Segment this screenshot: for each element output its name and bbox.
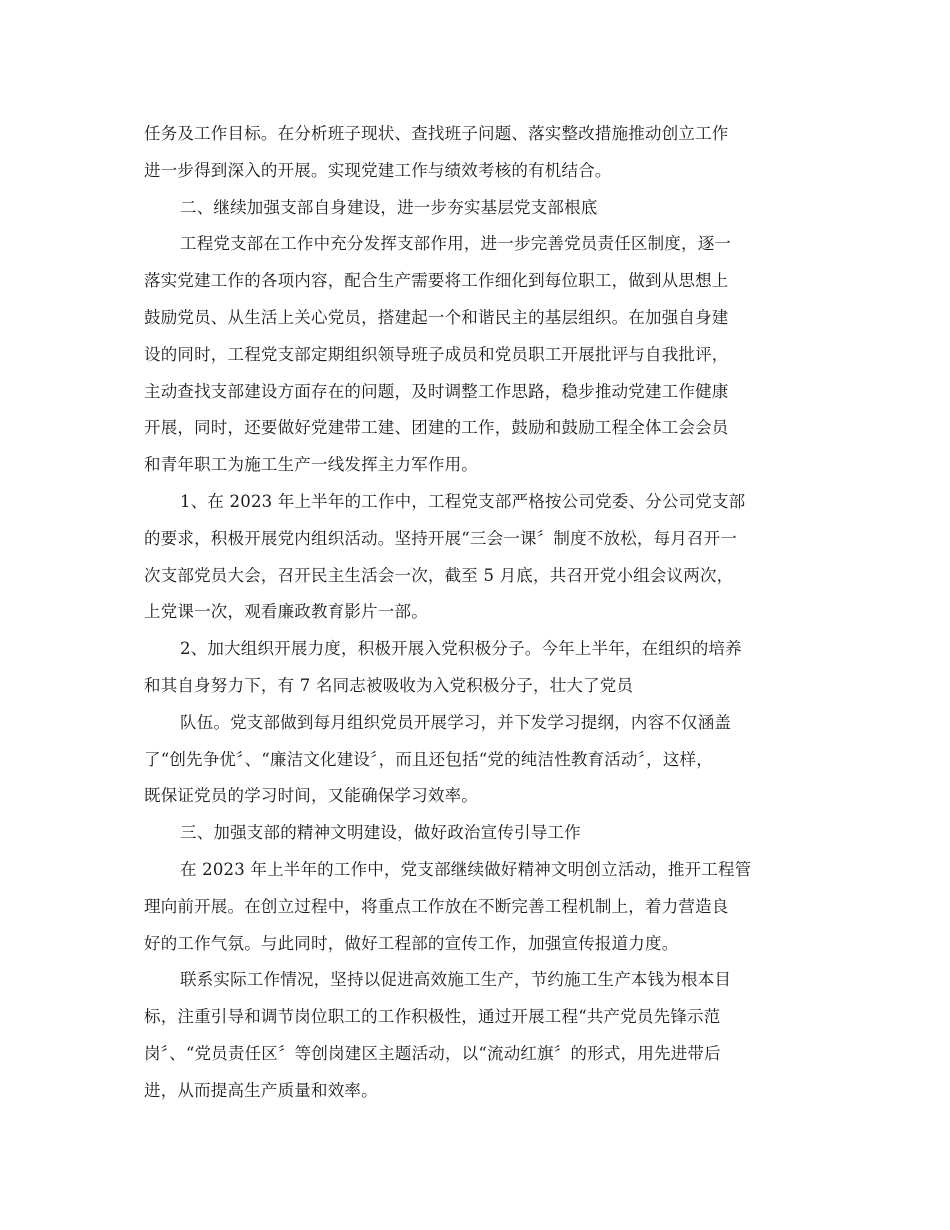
section-heading: 三、加强支部的精神文明建设，做好政治宣传引导工作 [180,823,581,843]
text-line: 既保证党员的学习时间，又能确保学习效率。 [144,786,478,806]
text-line: 设的同时，工程党支部定期组织领导班子成员和党员职工开展批评与自我批评， [144,344,729,364]
text-line: 1、在 2023 年上半年的工作中，工程党支部严格按公司党委、分公司党支部 [180,491,746,511]
text-line: 工程党支部在工作中充分发挥支部作用，进一步完善党员责任区制度，逐一 [180,234,732,254]
text-line: 上党课一次，观看廉政教育影片一部。 [144,602,428,622]
document-body [144,116,806,1110]
text-line: 岗〞、“党员责任区〞等创岗建区主题活动，以“流动红旗〞的形式，用先进带后 [144,1043,721,1063]
text-line: 主动查找支部建设方面存在的问题，及时调整工作思路，稳步推动党建工作健康 [144,381,729,401]
text-line: 次支部党员大会，召开民主生活会一次，截至 5 月底，共召开党小组会议两次， [144,565,734,585]
text-line: 标，注重引导和调节岗位职工的工作积极性，通过开展工程“共产党员先锋示范 [144,1007,721,1027]
text-line: 2、加大组织开展力度，积极开展入党积极分子。今年上半年，在组织的培养 [180,639,742,659]
text-line: 进一步得到深入的开展。实现党建工作与绩效考核的有机结合。 [144,160,612,180]
text-line: 进，从而提高生产质量和效率。 [144,1080,378,1100]
section-heading: 二、继续加强支部自身建设，进一步夯实基层党支部根底 [180,197,598,217]
text-line: 任务及工作目标。在分析班子现状、查找班子问题、落实整改措施推动创立工作 [144,124,729,143]
text-line: 好的工作气氛。与此同时，做好工程部的宣传工作，加强宣传报道力度。 [144,933,679,953]
text-line: 开展，同时，还要做好党建带工建、团建的工作，鼓励和鼓励工程全体工会会员 [144,418,729,438]
text-line: 的要求，积极开展党内组织活动。坚持开展“三会一课〞制度不放松，每月召开一 [144,528,738,548]
text-line: 了“创先争优〞、“廉洁文化建设〞，而且还包括“党的纯洁性教育活动〞，这样， [144,749,713,769]
text-line: 落实党建工作的各项内容，配合生产需要将工作细化到每位职工，做到从思想上 [144,271,729,291]
text-line: 在 2023 年上半年的工作中，党支部继续做好精神文明创立活动，推开工程管 [180,859,752,879]
text-line: 鼓励党员、从生活上关心党员，搭建起一个和谐民主的基层组织。在加强自身建 [144,307,729,327]
text-line: 联系实际工作情况，坚持以促进高效施工生产，节约施工生产本钱为根本目 [180,970,732,990]
text-line: 和青年职工为施工生产一线发挥主力军作用。 [144,455,478,475]
text-line: 队伍。党支部做到每月组织党员开展学习，并下发学习提纲，内容不仅涵盖 [180,712,732,732]
text-line: 理向前开展。在创立过程中，将重点工作放在不断完善工程机制上，着力营造良 [144,896,729,916]
text-line: 和其自身努力下，有 7 名同志被吸收为入党积极分子，壮大了党员 [144,675,634,695]
